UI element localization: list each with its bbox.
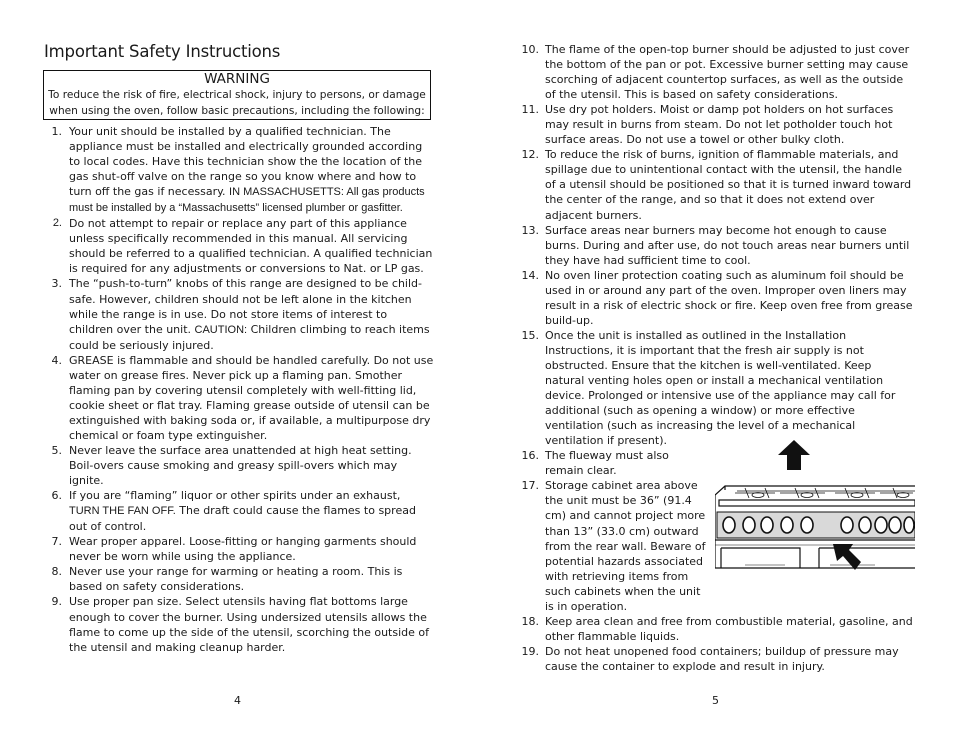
up-arrow-icon [778, 440, 810, 470]
burner-grates [735, 488, 913, 498]
knob-icon [801, 517, 813, 533]
item-number: 6. [51, 489, 62, 503]
page-title: Important Safety Instructions [44, 42, 281, 61]
item-number: 18. [521, 614, 539, 628]
item-text: Once the unit is installed as outlined in the Installation Instructions, it is important that the fresh air supply is not obstructed. Ensure that the kitchen is well-ventilated. Keep natural venting holes open or install a mechanical ventilation device. Prolonged or intensive use of the appliance may call for additional (such as opening a window) or more effective ventilation (such as increasing the level of a mechanical ventilation if present). [545, 328, 896, 448]
item-text: No oven liner protection coating such as aluminum foil should be used in or around any part of the oven. Improper oven liners may result in a risk of electric shock or fire. Keep oven free from grease build-up. [545, 268, 913, 327]
item-text: Do not heat unopened food containers; buildup of pressure may cause the container to explode and result in injury. [545, 644, 899, 673]
item-number: 5. [51, 443, 62, 457]
item-text: Surface areas near burners may become hot enough to cause burns. During and after use, do not touch areas near burners until they have had sufficient time to cool. [545, 223, 910, 267]
safety-list-left [0, 124, 477, 655]
knob-icon [859, 517, 871, 533]
item-text: To reduce the risk of burns, ignition of flammable materials, and spillage due to unintentional contact with the utensil, the handle of a utensil should be positioned so that it is turned inward toward the center of the range, and so that it does not extend over adjacent burners. [545, 148, 912, 222]
warning-heading: WARNING [204, 71, 270, 87]
item-text: Never leave the surface area unattended at high heat setting. Boil-overs cause smoking and greasy spill-overs which may ignite. [69, 443, 412, 488]
warning-box [43, 70, 431, 120]
item-text: Your unit should be installed by a qualified technician. The appliance must be installed and electrically grounded according to local codes. Have this technician show the the location of the gas shut-off valve on the range so you know where and how to turn off the gas if necessary. [69, 125, 423, 199]
item-number: 2. [52, 217, 62, 230]
item-text: If you are “flaming” liquor or other spirits under an exhaust, [69, 489, 401, 503]
list-item [0, 216, 477, 276]
item-text: Use dry pot holders. Moist or damp pot holders on hot surfaces may result in burns from steam. Do not let potholder touch hot surface areas. Do not use a towel or other bulky cloth. [545, 103, 894, 147]
knob-icon [889, 517, 901, 533]
item-number: 17. [521, 479, 539, 493]
item-text: The flueway must also remain clear. [545, 449, 669, 478]
item-text: The “push-to-turn” knobs of this range are designed to be child-safe. However, children should not be left alone in the kitchen while the range is in use. Do not store items of interest to children over the unit. [69, 277, 422, 336]
list-item [0, 353, 477, 443]
item-number: 16. [521, 449, 539, 463]
item-number: 15. [521, 328, 539, 342]
knob-icon [904, 517, 914, 533]
safety-list-right [477, 42, 954, 674]
item-number: 12. [521, 148, 539, 162]
list-item [477, 268, 954, 328]
item-number: 11. [521, 103, 539, 117]
page-number: 5 [712, 694, 719, 707]
item-text: Do not attempt to repair or replace any part of this appliance unless specifically recommended in this manual. All servicing should be referred to a qualified technician. A qualified technician is required for any adjustments or conversions to Nat. or LP gas. [69, 217, 433, 276]
list-item [477, 223, 954, 268]
range-illustration [715, 440, 915, 572]
knob-icon [743, 517, 755, 533]
item-text: The flame of the open-top burner should be adjusted to just cover the bottom of the pan or pot. Excessive burner setting may cause scorching of adjacent countertop surfaces, as well as the outside of the utensil. This is based on safety considerations. [545, 43, 910, 102]
item-number: 3. [51, 277, 62, 291]
list-item [477, 147, 954, 222]
item-number: 19. [521, 644, 539, 658]
knob-icon [761, 517, 773, 533]
item-emphasis: IN MASSACHUSETTS: All gas products must be installed by a “Massachusetts” licensed plumber or gasfitter. [69, 186, 425, 215]
item-text-after: The draft could cause the flames to spread out of control. [69, 504, 416, 534]
list-item [0, 564, 477, 594]
list-item [0, 443, 477, 488]
item-text: Never use your range for warming or heating a room. This is based on safety considerations. [69, 565, 403, 594]
list-item [477, 644, 954, 674]
item-emphasis: TURN THE FAN OFF. [69, 505, 176, 518]
item-number: 1. [51, 125, 62, 138]
list-item [0, 534, 477, 564]
warning-text: To reduce the risk of fire, electrical shock, injury to persons, or damage when using the oven, follow basic precautions, including the following: [48, 89, 426, 117]
item-number: 4. [51, 353, 62, 367]
item-text: Keep area clean and free from combustible material, gasoline, and other flammable liquids. [545, 614, 913, 643]
right-page [477, 0, 954, 738]
item-text: Wear proper apparel. Loose-fitting or hanging garments should never be worn while using the appliance. [69, 535, 417, 564]
list-item [477, 328, 954, 448]
item-text: Use proper pan size. Select utensils having flat bottoms large enough to cover the burner. Using undersized utensils allows the flame to come up the side of the utensil, scorching the outside of the utensil and making cleanup harder. [69, 595, 430, 654]
item-text: GREASE is flammable and should be handled carefully. Do not use water on grease fires. Never pick up a flaming pan. Smother flaming pan by covering utensil completely with well-fitting lid, cookie sheet or flat tray. Flaming grease outside of utensil can be extinguished with baking soda or, if available, a multipurpose dry chemical or foam type extinguisher. [69, 353, 434, 442]
knob-icon [781, 517, 793, 533]
knob-icon [723, 517, 735, 533]
list-item [0, 276, 477, 352]
item-text-after: Children climbing to reach items could be seriously injured. [69, 322, 430, 352]
item-number: 7. [51, 535, 62, 549]
item-text: Storage cabinet area above the unit must be 36” (91.4 cm) and cannot project more than 13” (33.0 cm) outward from the rear wall. Beware of potential hazards associated with retrieving items from such cabinets when the unit is in operation. [545, 479, 706, 613]
list-item [0, 594, 477, 654]
list-item [0, 488, 477, 534]
list-item [477, 42, 954, 102]
item-number: 10. [521, 43, 539, 56]
list-item [477, 614, 954, 644]
list-item [0, 124, 477, 216]
item-number: 9. [51, 595, 62, 609]
knob-icon [841, 517, 853, 533]
item-emphasis: CAUTION: [194, 323, 248, 336]
knob-icon [875, 517, 887, 533]
page-number: 4 [234, 694, 241, 707]
item-number: 13. [521, 223, 539, 237]
list-item [477, 102, 954, 147]
item-number: 8. [51, 565, 62, 579]
item-number: 14. [521, 268, 539, 282]
